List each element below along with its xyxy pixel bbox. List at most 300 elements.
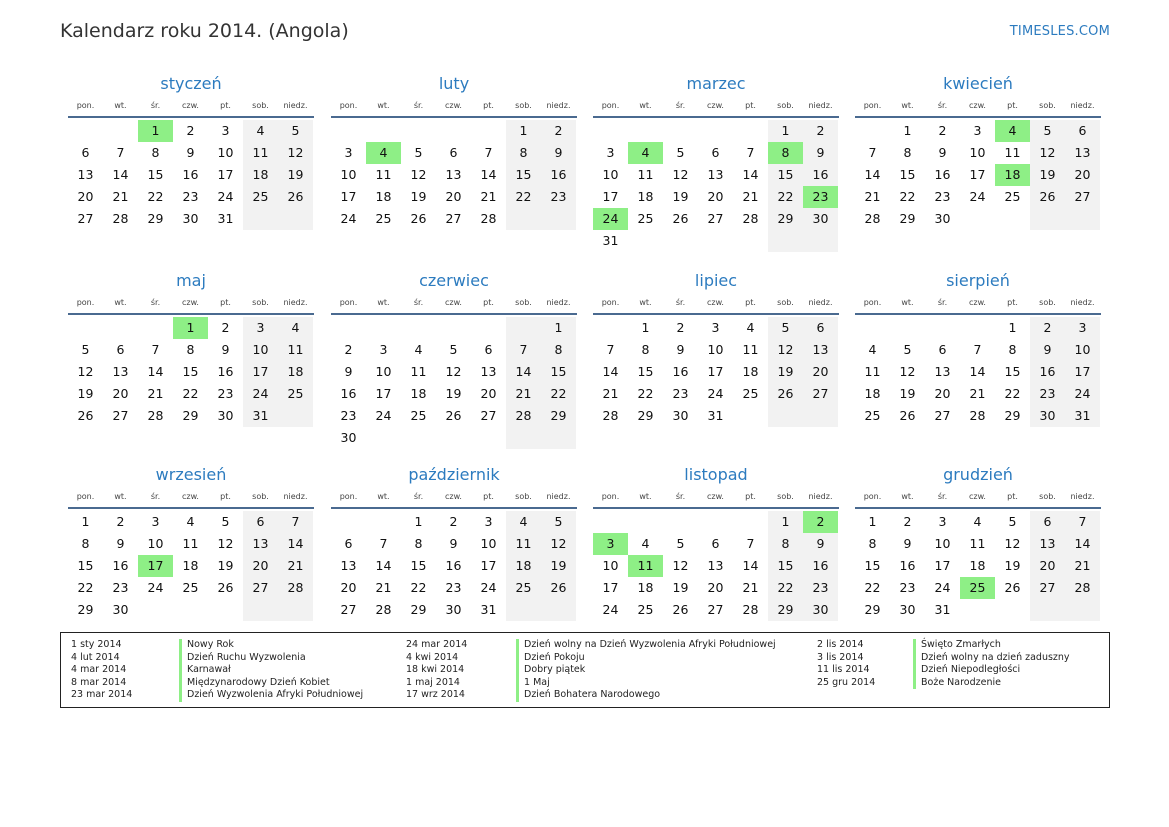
weekday-label: śr. [675,492,686,501]
day-cell: 29 [637,408,654,423]
day-cell: 18 [969,558,986,573]
empty-cell [663,120,698,142]
empty-cell [436,427,471,449]
day-cell: 18 [742,364,759,379]
day-cell: 25 [375,211,392,226]
day-cell: 23 [217,386,234,401]
day-cell: 30 [803,599,838,621]
weekday-label: niedz. [808,298,833,307]
holiday-name: Boże Narodzenie [921,676,1001,688]
weekday-label: śr. [675,298,686,307]
day-cell: 14 [147,364,164,379]
day-cell: 28 [278,577,313,599]
weekday-label: niedz. [546,492,571,501]
day-cell: 6 [243,511,278,533]
day-cell: 7 [1065,511,1100,533]
empty-cell [243,208,278,230]
day-cell: 20 [934,386,951,401]
month-name: marzec [686,74,746,93]
empty-cell [628,230,663,252]
day-cell: 19 [217,558,234,573]
holiday-name: Dzień Bohatera Narodowego [524,689,661,700]
day-cell: 6 [1065,120,1100,142]
weekday-label: wt. [901,298,914,307]
day-cell: 4 [186,514,195,529]
day-cell: 30 [217,408,234,423]
empty-cell [278,599,313,621]
weekday-label: pt. [1007,492,1018,501]
day-cell: 18 [506,555,541,577]
day-cell: 24 [602,602,619,617]
day-cell: 17 [1065,361,1100,383]
holiday-day-cell: 3 [593,533,628,555]
empty-cell [436,120,471,142]
weekday-label: niedz. [1070,298,1095,307]
day-cell: 20 [243,555,278,577]
weekday-label: pon. [863,101,882,110]
holiday-name: Międzynarodowy Dzień Kobiet [187,676,330,688]
day-cell: 28 [1065,577,1100,599]
day-cell: 19 [541,555,576,577]
weekday-label: niedz. [283,101,308,110]
weekday-label: czw. [969,298,986,307]
day-cell: 7 [606,342,615,357]
empty-cell [366,511,401,533]
day-cell: 18 [182,558,199,573]
day-cell: 16 [672,364,689,379]
day-cell: 20 [1065,164,1100,186]
day-cell: 9 [1030,339,1065,361]
holiday-day-cell: 4 [366,142,401,164]
day-cell: 24 [217,189,234,204]
weekday-header [855,296,1101,315]
day-cell: 16 [340,386,357,401]
empty-cell [890,317,925,339]
weekday-label: śr. [937,492,948,501]
weekday-label: pon. [601,492,620,501]
empty-cell [733,405,768,427]
empty-cell [401,427,436,449]
weekday-label: pt. [220,101,231,110]
holiday-date: 25 gru 2014 [817,676,876,688]
day-cell: 27 [243,577,278,599]
day-cell: 7 [746,536,755,551]
empty-cell [103,317,138,339]
day-cell: 5 [221,514,230,529]
day-grid [331,511,577,621]
holiday-day-cell: 23 [803,186,838,208]
empty-cell [1030,599,1065,621]
day-cell: 11 [1004,145,1021,160]
day-cell: 19 [768,361,803,383]
empty-cell [628,511,663,533]
day-cell: 27 [77,211,94,226]
day-cell: 30 [672,408,689,423]
holiday-date: 17 wrz 2014 [406,689,465,700]
day-cell: 3 [711,320,720,335]
weekday-label: pt. [483,101,494,110]
day-cell: 8 [1008,342,1017,357]
day-cell: 28 [147,408,164,423]
day-cell: 18 [278,361,313,383]
holiday-name: Dzień Niepodległości [921,664,1021,675]
empty-cell [541,427,576,449]
day-cell: 13 [803,339,838,361]
holiday-name: Dzień Pokoju [524,651,585,663]
day-cell: 24 [243,383,278,405]
day-cell: 1 [81,514,90,529]
day-cell: 17 [243,361,278,383]
day-cell: 2 [186,123,195,138]
weekday-label: pt. [1007,298,1018,307]
empty-cell [663,511,698,533]
empty-cell [138,317,173,339]
day-cell: 26 [77,408,94,423]
day-cell: 14 [375,558,392,573]
day-cell: 9 [938,145,947,160]
day-cell: 28 [602,408,619,423]
day-cell: 17 [375,386,392,401]
day-cell: 21 [506,383,541,405]
month-name: styczeń [160,74,222,93]
day-cell: 5 [676,536,685,551]
day-cell: 4 [506,511,541,533]
month-name: listopad [684,465,748,484]
weekday-label: pon. [601,101,620,110]
day-cell: 14 [864,167,881,182]
day-cell: 11 [864,364,881,379]
holiday-list [60,632,1110,708]
day-cell: 22 [77,580,94,595]
month-10 [331,464,577,621]
day-cell: 3 [1065,317,1100,339]
day-grid [593,120,839,252]
day-cell: 1 [768,511,803,533]
day-cell: 4 [746,320,755,335]
day-cell: 14 [742,167,759,182]
day-cell: 14 [602,364,619,379]
weekday-label: pt. [745,101,756,110]
weekday-label: czw. [707,298,724,307]
day-cell: 15 [864,558,881,573]
month-name: sierpień [946,271,1010,290]
weekday-label: pon. [863,492,882,501]
weekday-header [68,99,314,118]
empty-cell [331,317,366,339]
day-cell: 7 [868,145,877,160]
holiday-dates-column [406,639,467,702]
site-link[interactable]: TIMESLES.COM [1009,24,1110,39]
day-cell: 9 [449,536,458,551]
day-cell: 13 [707,558,724,573]
day-cell: 11 [969,536,986,551]
weekday-label: czw. [445,492,462,501]
empty-cell [278,208,313,230]
day-cell: 8 [541,339,576,361]
day-cell: 31 [217,211,234,226]
holiday-date: 8 mar 2014 [71,676,127,688]
day-cell: 28 [864,211,881,226]
day-cell: 10 [340,167,357,182]
day-cell: 5 [903,342,912,357]
day-cell: 18 [637,189,654,204]
day-cell: 12 [77,364,94,379]
month-7 [593,270,839,427]
day-cell: 25 [742,386,759,401]
day-cell: 19 [672,189,689,204]
day-cell: 16 [934,167,951,182]
holiday-day-cell: 4 [628,142,663,164]
day-cell: 19 [410,189,427,204]
day-cell: 6 [484,342,493,357]
weekday-label: czw. [182,492,199,501]
weekday-label: sob. [777,492,794,501]
day-cell: 17 [217,167,234,182]
day-cell: 5 [278,120,313,142]
weekday-label: śr. [150,101,161,110]
day-cell: 13 [707,167,724,182]
day-cell: 1 [1008,320,1017,335]
day-cell: 9 [676,342,685,357]
empty-cell [1065,599,1100,621]
day-cell: 10 [480,536,497,551]
empty-cell [506,599,541,621]
day-cell: 30 [934,211,951,226]
day-cell: 14 [969,364,986,379]
empty-cell [401,317,436,339]
day-cell: 4 [641,536,650,551]
day-cell: 24 [375,408,392,423]
day-cell: 8 [768,533,803,555]
weekday-header [593,99,839,118]
holiday-names-column [179,639,363,702]
day-cell: 11 [182,536,199,551]
holiday-date: 1 maj 2014 [406,676,460,688]
day-cell: 20 [77,189,94,204]
day-cell: 30 [445,602,462,617]
day-cell: 15 [182,364,199,379]
day-cell: 7 [973,342,982,357]
day-cell: 11 [410,364,427,379]
empty-cell [366,120,401,142]
day-cell: 23 [112,580,129,595]
weekday-label: niedz. [546,101,571,110]
empty-cell [138,599,173,621]
day-cell: 15 [77,558,94,573]
day-cell: 25 [1004,189,1021,204]
weekday-label: czw. [445,101,462,110]
day-cell: 29 [899,211,916,226]
day-cell: 3 [243,317,278,339]
day-cell: 1 [903,123,912,138]
month-name: październik [408,465,500,484]
empty-cell [471,120,506,142]
day-cell: 17 [602,580,619,595]
empty-cell [855,317,890,339]
month-3 [593,73,839,252]
day-cell: 22 [864,580,881,595]
empty-cell [960,208,995,230]
day-cell: 9 [903,536,912,551]
day-cell: 23 [934,189,951,204]
day-cell: 15 [637,364,654,379]
day-cell: 11 [278,339,313,361]
holiday-day-cell: 1 [173,317,208,339]
day-cell: 27 [340,602,357,617]
day-cell: 22 [637,386,654,401]
empty-cell [733,120,768,142]
day-cell: 19 [899,386,916,401]
day-cell: 30 [182,211,199,226]
day-cell: 3 [151,514,160,529]
day-cell: 30 [112,602,129,617]
day-cell: 13 [480,364,497,379]
day-cell: 21 [375,580,392,595]
day-cell: 18 [864,386,881,401]
day-grid [68,120,314,230]
holiday-names-column [516,639,776,702]
day-cell: 27 [803,383,838,405]
weekday-label: niedz. [283,492,308,501]
weekday-label: pon. [339,492,358,501]
day-cell: 27 [934,408,951,423]
day-cell: 5 [81,342,90,357]
day-cell: 2 [541,120,576,142]
day-cell: 23 [182,189,199,204]
day-cell: 28 [375,602,392,617]
weekday-label: niedz. [1070,492,1095,501]
day-cell: 31 [480,602,497,617]
day-cell: 27 [707,211,724,226]
day-cell: 12 [541,533,576,555]
weekday-label: pt. [745,492,756,501]
day-cell: 24 [340,211,357,226]
holiday-date: 2 lis 2014 [817,639,864,650]
day-cell: 8 [506,142,541,164]
month-name: wrzesień [155,465,227,484]
empty-cell [366,427,401,449]
weekday-label: niedz. [546,298,571,307]
day-cell: 29 [768,599,803,621]
empty-cell [960,317,995,339]
day-cell: 22 [182,386,199,401]
day-cell: 7 [278,511,313,533]
weekday-label: pon. [601,298,620,307]
day-cell: 10 [1065,339,1100,361]
day-cell: 23 [340,408,357,423]
weekday-label: pon. [339,101,358,110]
empty-cell [803,230,838,252]
day-cell: 16 [541,164,576,186]
day-cell: 21 [969,386,986,401]
month-11 [593,464,839,621]
day-cell: 20 [1030,555,1065,577]
empty-cell [663,230,698,252]
day-cell: 29 [768,208,803,230]
day-cell: 21 [480,189,497,204]
day-cell: 27 [480,408,497,423]
day-cell: 19 [1030,164,1065,186]
day-cell: 13 [445,167,462,182]
day-cell: 1 [868,514,877,529]
day-cell: 11 [506,533,541,555]
weekday-header [331,99,577,118]
day-cell: 14 [112,167,129,182]
day-cell: 23 [899,580,916,595]
day-cell: 12 [768,339,803,361]
empty-cell [995,599,1030,621]
day-cell: 10 [602,167,619,182]
day-cell: 25 [637,211,654,226]
day-cell: 13 [934,364,951,379]
empty-cell [593,120,628,142]
day-cell: 20 [480,386,497,401]
day-cell: 28 [112,211,129,226]
day-cell: 25 [506,577,541,599]
day-grid [331,120,577,230]
weekday-label: sob. [515,101,532,110]
day-cell: 5 [414,145,423,160]
empty-cell [243,599,278,621]
day-cell: 25 [864,408,881,423]
empty-cell [733,230,768,252]
empty-cell [471,427,506,449]
day-cell: 12 [899,364,916,379]
empty-cell [768,405,803,427]
holiday-day-cell: 18 [995,164,1030,186]
empty-cell [366,317,401,339]
day-cell: 21 [112,189,129,204]
empty-cell [541,208,576,230]
day-cell: 3 [221,123,230,138]
weekday-header [593,490,839,509]
day-cell: 5 [1030,120,1065,142]
day-cell: 29 [182,408,199,423]
day-cell: 27 [1030,577,1065,599]
day-cell: 6 [938,342,947,357]
day-cell: 24 [1065,383,1100,405]
day-cell: 29 [147,211,164,226]
day-cell: 10 [934,536,951,551]
holiday-day-cell: 8 [768,142,803,164]
day-cell: 8 [641,342,650,357]
day-cell: 11 [742,342,759,357]
holiday-day-cell: 2 [803,511,838,533]
weekday-label: śr. [150,298,161,307]
day-grid [331,317,577,449]
day-cell: 2 [676,320,685,335]
day-cell: 6 [81,145,90,160]
day-cell: 4 [868,342,877,357]
weekday-label: śr. [150,492,161,501]
weekday-label: śr. [413,298,424,307]
day-cell: 15 [899,167,916,182]
day-cell: 22 [147,189,164,204]
day-cell: 9 [803,533,838,555]
holiday-name: Dzień wolny na Dzień Wyzwolenia Afryki Południowej [524,639,776,650]
empty-cell [68,120,103,142]
weekday-label: pt. [483,298,494,307]
day-cell: 20 [340,580,357,595]
day-cell: 16 [899,558,916,573]
day-cell: 4 [973,514,982,529]
holiday-names-column [913,639,1070,689]
day-cell: 31 [243,405,278,427]
day-cell: 12 [1004,536,1021,551]
day-cell: 31 [602,233,619,248]
month-5 [68,270,314,427]
weekday-header [593,296,839,315]
